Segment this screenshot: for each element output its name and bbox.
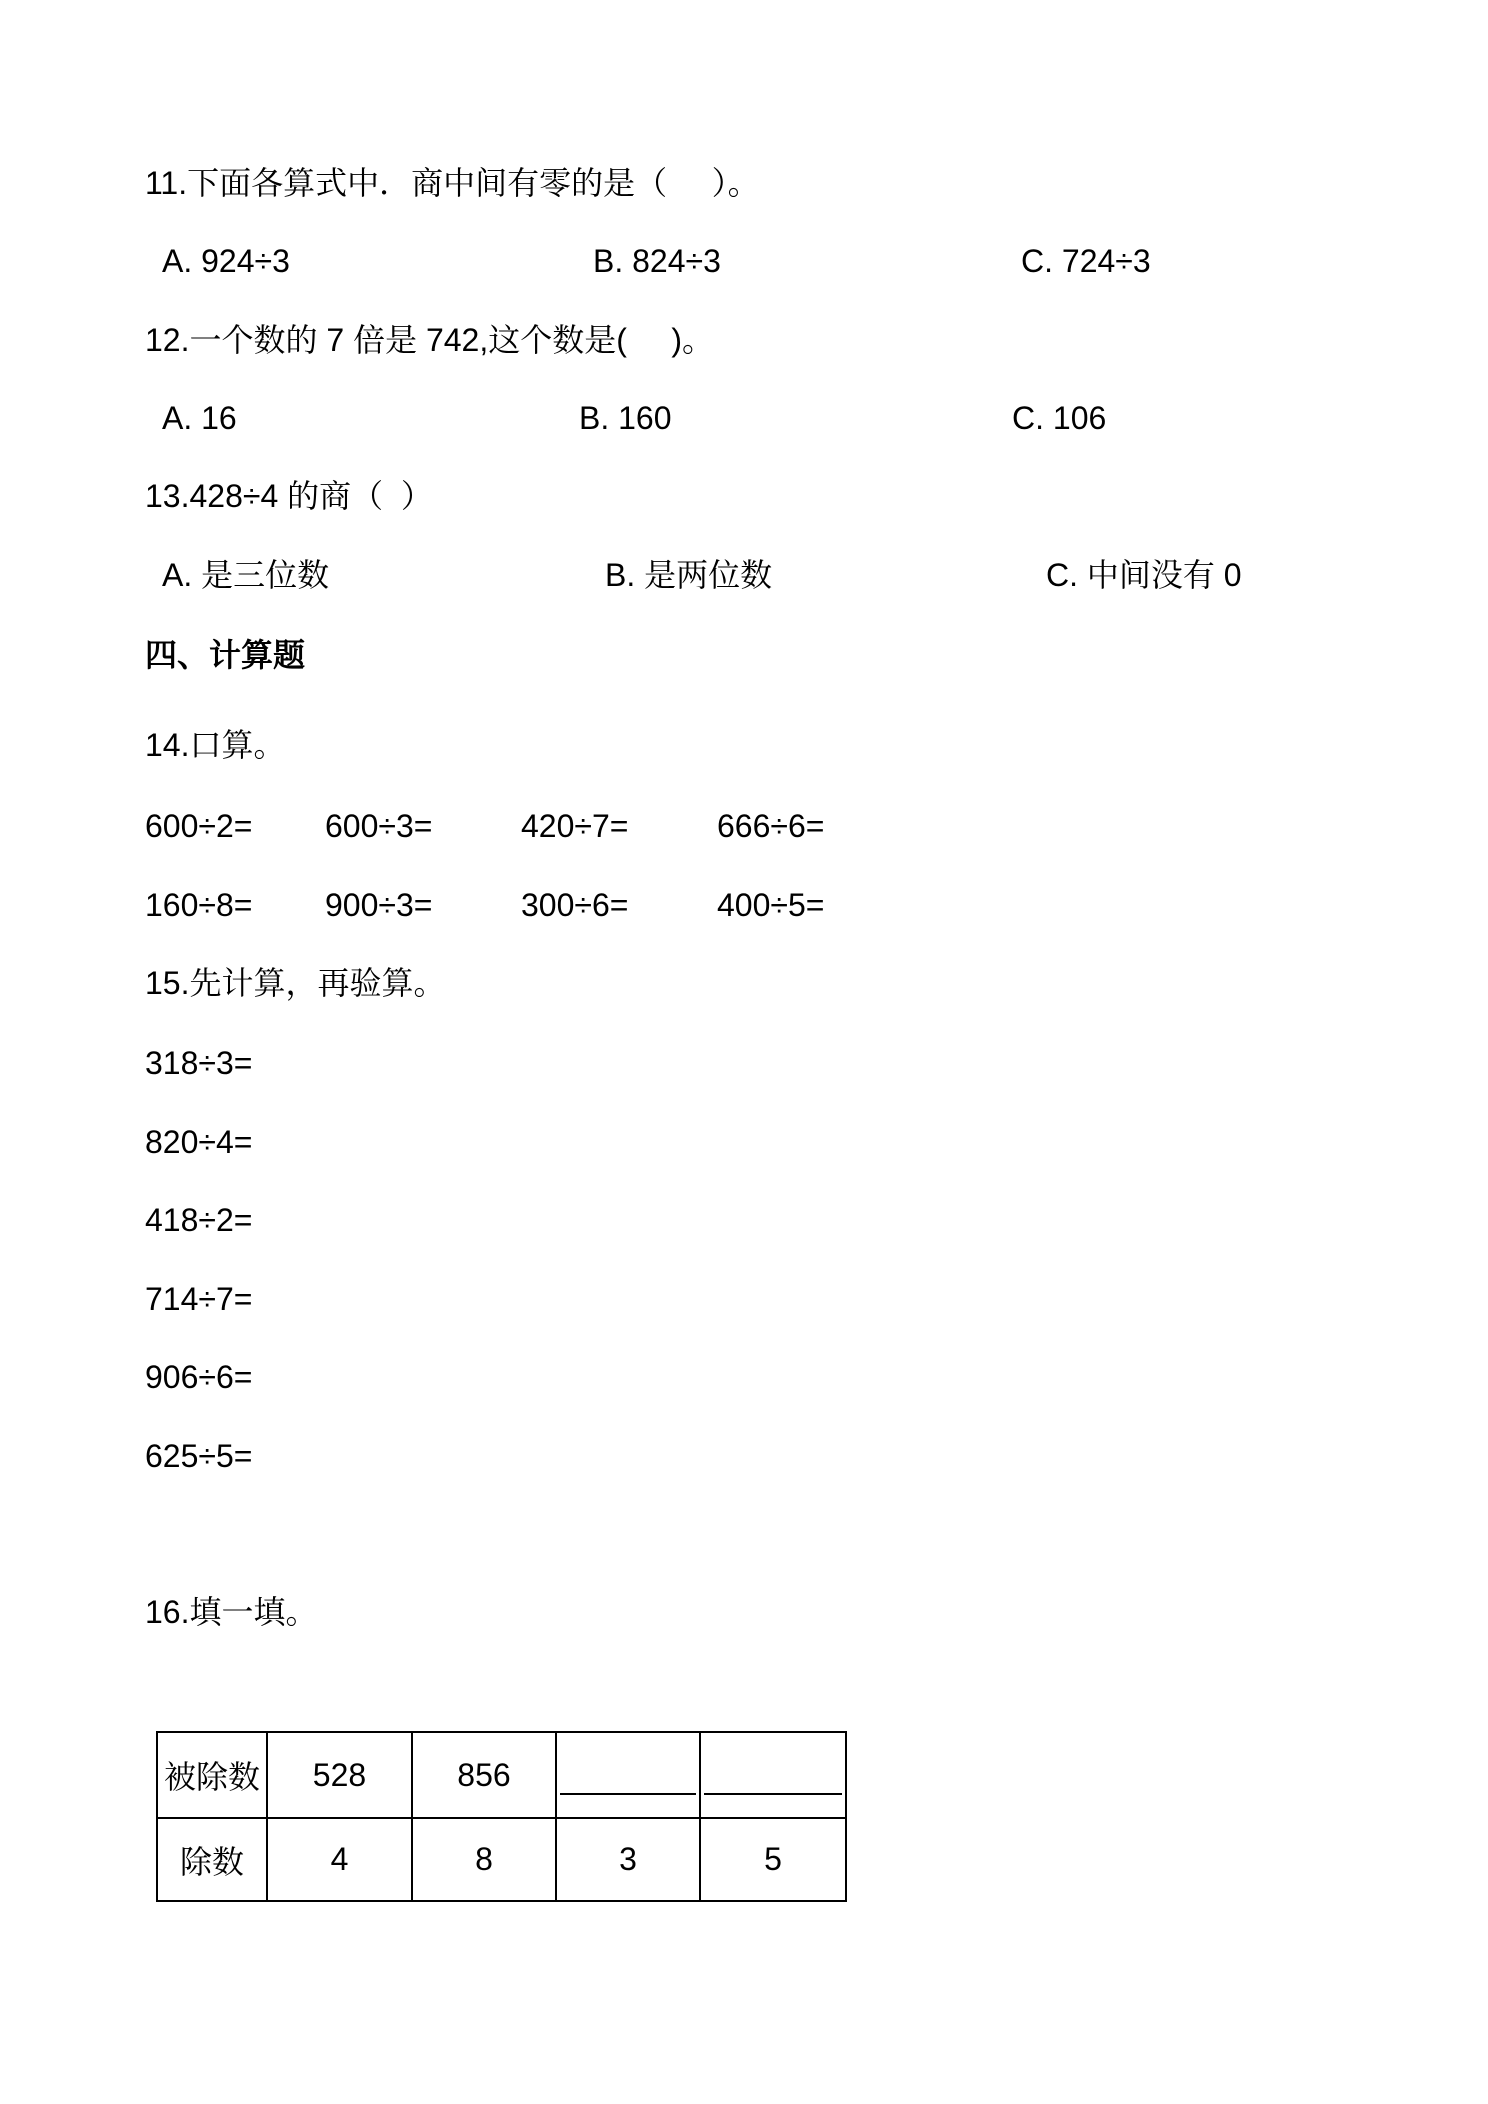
table-header-cell: 除数: [157, 1818, 267, 1901]
table-header-cell: 被除数: [157, 1732, 267, 1818]
question-13-option-a: A. 是三位数: [162, 557, 330, 593]
table-cell: 4: [267, 1818, 412, 1901]
table-cell: 5: [700, 1818, 846, 1901]
written-calc-item: 625÷5=: [145, 1438, 253, 1474]
question-11-option-b: B. 824÷3: [593, 243, 721, 279]
table-cell: 8: [412, 1818, 556, 1901]
oral-calc-item: 420÷7=: [521, 808, 629, 844]
question-11-option-c: C. 724÷3: [1021, 243, 1151, 279]
written-calc-item: 906÷6=: [145, 1359, 253, 1395]
written-calc-item: 714÷7=: [145, 1281, 253, 1317]
answer-underline: [560, 1793, 696, 1795]
fill-in-table: [156, 1731, 847, 1902]
question-11-stem: 11.下面各算式中．商中间有零的是（ ）。: [145, 165, 760, 201]
table-cell: 3: [556, 1818, 700, 1901]
oral-calc-item: 666÷6=: [717, 808, 825, 844]
oral-calc-item: 300÷6=: [521, 887, 629, 923]
answer-underline: [704, 1793, 842, 1795]
table-blank-cell: [700, 1732, 846, 1818]
table-row-dividend: [157, 1732, 846, 1818]
table-blank-cell: [556, 1732, 700, 1818]
question-13-option-c: C. 中间没有 0: [1046, 557, 1242, 593]
oral-calc-item: 900÷3=: [325, 887, 433, 923]
written-calc-item: 820÷4=: [145, 1124, 253, 1160]
oral-calc-item: 400÷5=: [717, 887, 825, 923]
question-12-option-c: C. 106: [1012, 400, 1107, 436]
table-row-divisor: [157, 1818, 846, 1901]
question-12-option-a: A. 16: [162, 400, 237, 436]
oral-calc-item: 600÷2=: [145, 808, 253, 844]
table-cell: 856: [412, 1732, 556, 1818]
question-14-stem: 14.口算。: [145, 727, 286, 763]
table-cell: 528: [267, 1732, 412, 1818]
written-calc-item: 418÷2=: [145, 1202, 253, 1238]
question-16-stem: 16.填一填。: [145, 1594, 318, 1630]
question-15-stem: 15.先计算，再验算。: [145, 965, 446, 1001]
question-12-stem: 12.一个数的 7 倍是 742,这个数是( )。: [145, 322, 715, 358]
division-table: [156, 1731, 847, 1902]
section-heading-calculation: 四、计算题: [145, 637, 306, 673]
oral-calc-item: 600÷3=: [325, 808, 433, 844]
question-12-option-b: B. 160: [579, 400, 672, 436]
question-13-option-b: B. 是两位数: [605, 557, 773, 593]
question-11-option-a: A. 924÷3: [162, 243, 290, 279]
oral-calc-item: 160÷8=: [145, 887, 253, 923]
written-calc-item: 318÷3=: [145, 1045, 253, 1081]
question-13-stem: 13.428÷4 的商（ ）: [145, 478, 433, 514]
